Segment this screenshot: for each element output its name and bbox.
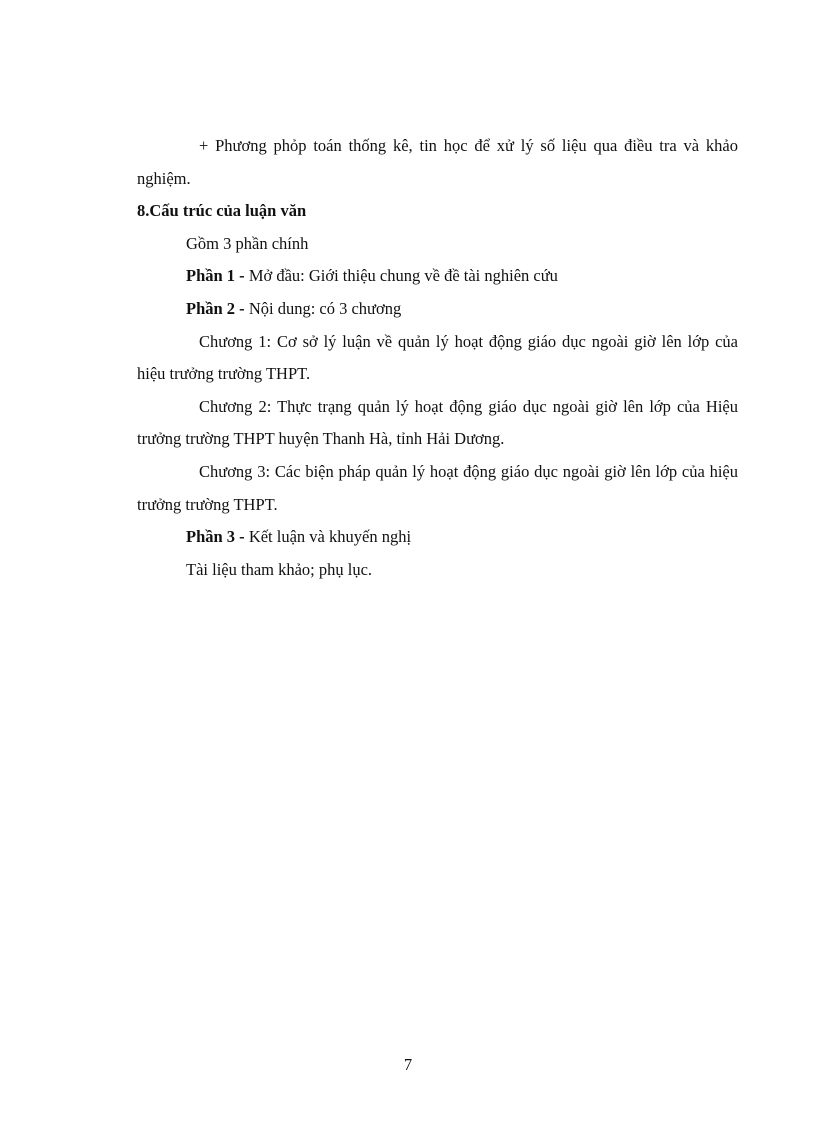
chapter-1: Chương 1: Cơ sở lý luận về quản lý hoạt động giáo dục ngoài giờ lên lớp của hiệu trưởng trường THPT.	[137, 331, 738, 384]
part-2-label: Phần 2 -	[186, 298, 245, 318]
methods-item: + Phương phỏp toán thống kê, tin học để xử lý số liệu qua điều tra và khảo nghiệm.	[137, 136, 738, 188]
references-line: Tài liệu tham khảo; phụ lục.	[186, 559, 373, 579]
structure-intro: Gồm 3 phần chính	[186, 233, 309, 253]
part-2	[137, 293, 738, 326]
section-heading: 8.Cấu trúc của luận văn	[137, 201, 307, 221]
page-number: 7	[403, 1055, 413, 1074]
body-text	[137, 130, 738, 586]
part-3	[137, 521, 738, 554]
part-1	[137, 260, 738, 293]
part-3-text: Kết luận và khuyến nghị	[244, 527, 412, 547]
part-1-text: Mở đầu: Giới thiệu chung về đề tài nghiên cứu	[244, 266, 558, 286]
chapter-2: Chương 2: Thực trạng quản lý hoạt động giáo dục ngoài giờ lên lớp của Hiệu trưởng trường THPT huyện Thanh Hà, tỉnh Hải Dương.	[137, 396, 738, 449]
part-3-label: Phần 3 -	[186, 527, 245, 547]
chapter-3: Chương 3: Các biện pháp quản lý hoạt động giáo dục ngoài giờ lên lớp của hiệu trưởng trường THPT.	[137, 461, 738, 514]
part-2-text: Nội dung: có 3 chương	[244, 298, 402, 318]
part-1-label: Phần 1 -	[186, 266, 245, 286]
